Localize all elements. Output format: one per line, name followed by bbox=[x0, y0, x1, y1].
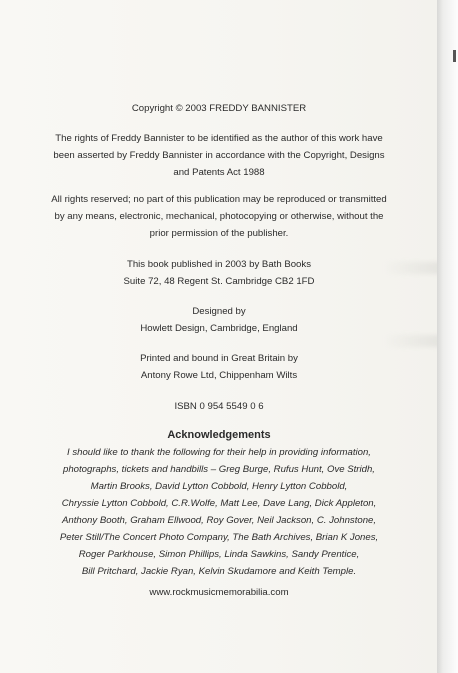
publisher-line: Suite 72, 48 Regent St. Cambridge CB2 1FD bbox=[123, 276, 315, 287]
acknowledgements-line: Chryssie Lytton Cobbold, C.R.Wolfe, Matt Lee, Dave Lang, Dick Appleton, bbox=[61, 498, 377, 509]
website-url[interactable]: www.rockmusicmemorabilia.com bbox=[149, 587, 289, 598]
rights-line: been asserted by Freddy Bannister in accordance with the Copyright, Designs bbox=[53, 150, 385, 161]
acknowledgements-line: Roger Parkhouse, Simon Phillips, Linda Sawkins, Sandy Prentice, bbox=[78, 549, 360, 560]
acknowledgements-line: Martin Brooks, David Lytton Cobbold, Henry Lytton Cobbold, bbox=[90, 481, 348, 492]
rights-line: The rights of Freddy Bannister to be identified as the author of this work have bbox=[55, 133, 383, 144]
publisher-info bbox=[22, 256, 416, 290]
copyright-notice bbox=[22, 100, 416, 117]
publisher-line: This book published in 2003 by Bath Books bbox=[126, 259, 311, 270]
design-line: Howlett Design, Cambridge, England bbox=[140, 323, 298, 334]
isbn-line: ISBN 0 954 5549 0 6 bbox=[174, 401, 264, 412]
rights-line: and Patents Act 1988 bbox=[173, 167, 265, 178]
author-rights-statement bbox=[22, 130, 416, 181]
page-edge bbox=[437, 0, 458, 673]
rights-reserved-statement bbox=[22, 191, 416, 242]
printer-line: Printed and bound in Great Britain by bbox=[140, 353, 298, 364]
facing-page-mark bbox=[453, 50, 456, 62]
reserved-line: All rights reserved; no part of this publication may be reproduced or transmitted bbox=[51, 194, 387, 205]
copyright-line: Copyright © 2003 FREDDY BANNISTER bbox=[131, 103, 307, 114]
isbn bbox=[22, 398, 416, 415]
acknowledgements-section bbox=[22, 427, 416, 580]
acknowledgements-line: Bill Pritchard, Jackie Ryan, Kelvin Skudamore and Keith Temple. bbox=[81, 566, 357, 577]
printer-line: Antony Rowe Ltd, Chippenham Wilts bbox=[140, 370, 298, 381]
acknowledgements-line: photographs, tickets and handbills – Greg Burge, Rufus Hunt, Ove Stridh, bbox=[63, 464, 375, 475]
website bbox=[22, 584, 416, 601]
acknowledgements-line: I should like to thank the following for their help in providing information, bbox=[67, 447, 371, 458]
acknowledgements-title: Acknowledgements bbox=[167, 429, 271, 441]
design-credit bbox=[22, 303, 416, 337]
acknowledgements-line: Anthony Booth, Graham Ellwood, Roy Gover, Neil Jackson, C. Johnstone, bbox=[61, 515, 377, 526]
printer-credit bbox=[22, 350, 416, 384]
reserved-line: prior permission of the publisher. bbox=[149, 228, 289, 239]
reserved-line: by any means, electronic, mechanical, photocopying or otherwise, without the bbox=[54, 211, 384, 222]
acknowledgements-line: Peter Still/The Concert Photo Company, The Bath Archives, Brian K Jones, bbox=[59, 532, 379, 543]
design-line: Designed by bbox=[192, 306, 246, 317]
